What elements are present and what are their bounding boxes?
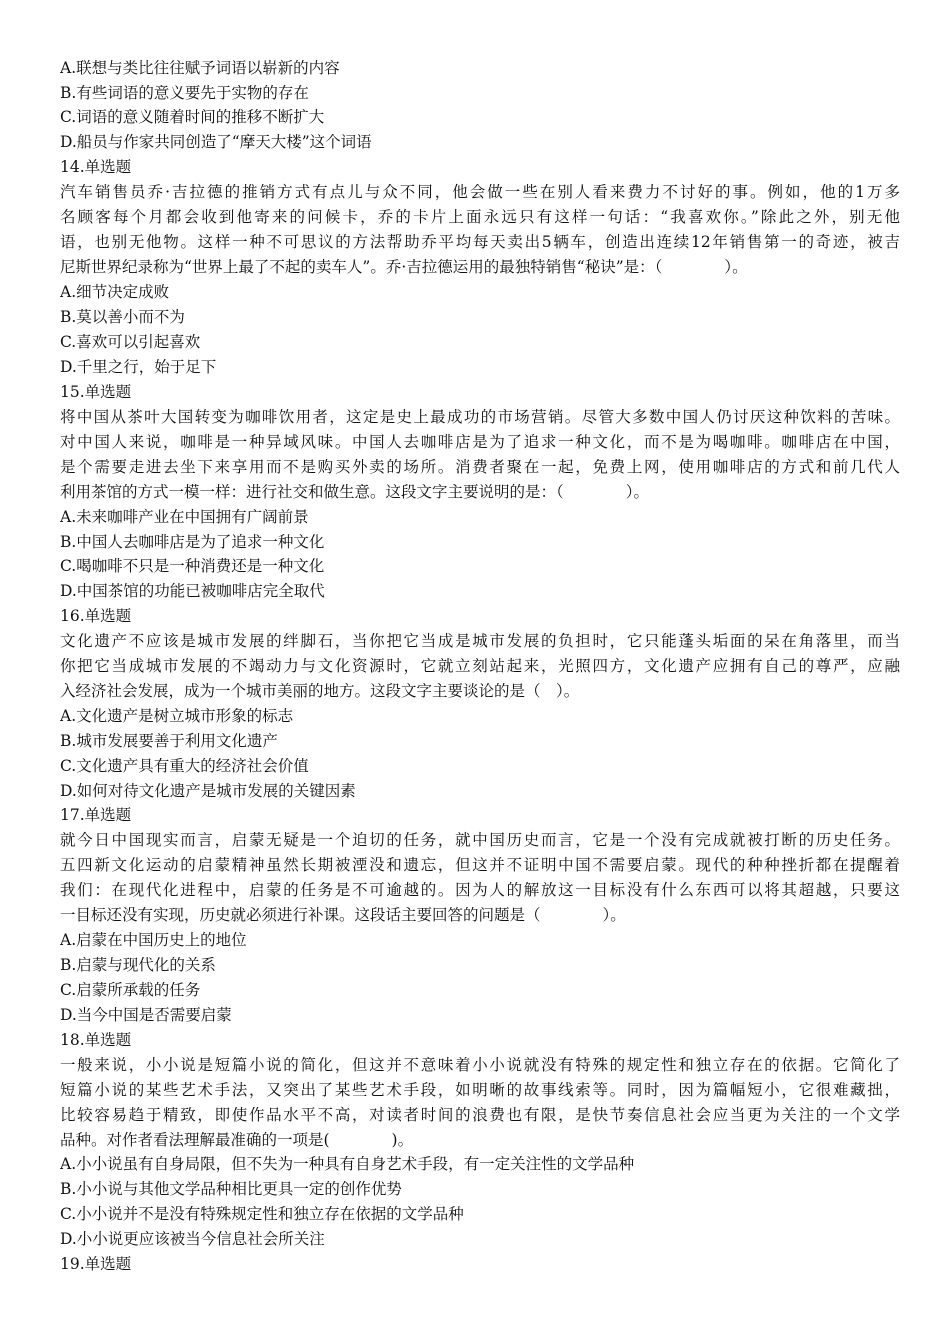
- q18-stem-line: 比较容易趋于精致，即使作品水平不高，对读者时间的浪费也有限，是快节奏信息社会应当更为关注的一个文学: [60, 1106, 900, 1124]
- q14-option-d: D.千里之行，始于足下: [60, 358, 217, 376]
- q15-stem-line: 将中国从茶叶大国转变为咖啡饮用者，这定是史上最成功的市场营销。尽管大多数中国人仍讨厌这种饮料的苦味。: [60, 408, 900, 426]
- q14-stem-line: 尼斯世界纪录称为“世界上最了不起的卖车人”。乔·吉拉德运用的最独特销售“秘诀”是：（ ）。: [60, 258, 748, 276]
- q16-option-a: A.文化遗产是树立城市形象的标志: [60, 707, 294, 725]
- q15-option-d: D.中国茶馆的功能已被咖啡店完全取代: [60, 582, 325, 600]
- q13-option-b: B.有些词语的意义要先于实物的存在: [60, 84, 309, 102]
- q16-option-c: C.文化遗产具有重大的经济社会价值: [60, 757, 309, 775]
- q17-option-a: A.启蒙在中国历史上的地位: [60, 931, 247, 949]
- q15-stem-line: 利用茶馆的方式一模一样：进行社交和做生意。这段文字主要说明的是：（ ）。: [60, 483, 650, 501]
- q15-option-a: A.未来咖啡产业在中国拥有广阔前景: [60, 508, 309, 526]
- q18-option-c: C.小小说并不是没有特殊规定性和独立存在依据的文学品种: [60, 1205, 464, 1223]
- q18-stem-line: 短篇小说的某些艺术手法，又突出了某些艺术手段，如明晰的故事线索等。同时，因为篇幅短小，它很难藏拙，: [60, 1081, 900, 1099]
- q18-option-a: A.小小说虽有自身局限，但不失为一种具有自身艺术手段，有一定关注性的文学品种: [60, 1155, 635, 1173]
- q14-option-c: C.喜欢可以引起喜欢: [60, 333, 201, 351]
- q14-stem-line: 汽车销售员乔·吉拉德的推销方式有点儿与众不同，他会做一些在别人看来费力不讨好的事。例如，他的1万多: [60, 183, 900, 201]
- q17-stem-line: 五四新文化运动的启蒙精神虽然长期被湮没和遗忘，但这并不证明中国不需要启蒙。现代的种种挫折都在提醒着: [60, 856, 900, 874]
- q15-stem-line: 是个需要走进去坐下来享用而不是购买外卖的场所。消费者聚在一起，免费上网，使用咖啡店的方式和前几代人: [60, 458, 900, 476]
- q17-stem-line: 就今日中国现实而言，启蒙无疑是一个迫切的任务，就中国历史而言，它是一个没有完成就被打断的历史任务。: [60, 831, 900, 849]
- q18-stem-line: 一般来说，小小说是短篇小说的简化，但这并不意味着小小说就没有特殊的规定性和独立存在的依据。它简化了: [60, 1056, 900, 1074]
- q18-header: 18.单选题: [60, 1031, 132, 1049]
- q13-option-a: A.联想与类比往往赋予词语以崭新的内容: [60, 59, 340, 77]
- q14-header: 14.单选题: [60, 158, 132, 176]
- q17-option-c: C.启蒙所承载的任务: [60, 981, 201, 999]
- q14-option-b: B.莫以善小而不为: [60, 308, 185, 326]
- q13-option-c: C.词语的意义随着时间的推移不断扩大: [60, 108, 325, 126]
- q17-header: 17.单选题: [60, 806, 132, 824]
- q13-option-d: D.船员与作家共同创造了“摩天大楼”这个词语: [60, 133, 372, 151]
- q17-stem-line: 我们：在现代化进程中，启蒙的任务是不可逾越的。因为人的解放这一目标没有什么东西可以将其超越，只要这: [60, 881, 900, 899]
- q15-option-c: C.喝咖啡不只是一种消费还是一种文化: [60, 557, 325, 575]
- q14-stem-line: 名顾客每个月都会收到他寄来的问候卡，乔的卡片上面永远只有这样一句话：“我喜欢你。”除此之外，别无他: [60, 208, 900, 226]
- q17-stem-line: 一目标还没有实现，历史就必须进行补课。这段话主要回答的问题是（ ）。: [60, 906, 626, 924]
- q14-stem-line: 语，也别无他物。这样一种不可思议的方法帮助乔平均每天卖出5辆车，创造出连续12年销售第一的奇迹，被吉: [60, 233, 900, 251]
- q17-option-d: D.当今中国是否需要启蒙: [60, 1006, 232, 1024]
- q16-option-b: B.城市发展要善于利用文化遗产: [60, 732, 278, 750]
- q16-header: 16.单选题: [60, 607, 132, 625]
- q16-stem-line: 你把它当成城市发展的不竭动力与文化资源时，它就立刻站起来，光照四方，文化遗产应拥有自己的尊严，应融: [60, 657, 900, 675]
- q15-header: 15.单选题: [60, 383, 132, 401]
- q17-option-b: B.启蒙与现代化的关系: [60, 956, 216, 974]
- q18-option-d: D.小小说更应该被当今信息社会所关注: [60, 1230, 325, 1248]
- q14-option-a: A.细节决定成败: [60, 283, 170, 301]
- q18-option-b: B.小小说与其他文学品种相比更具一定的创作优势: [60, 1180, 402, 1198]
- q16-option-d: D.如何对待文化遗产是城市发展的关键因素: [60, 782, 356, 800]
- q18-stem-line: 品种。对作者看法理解最准确的一项是( )。: [60, 1131, 414, 1149]
- q15-option-b: B.中国人去咖啡店是为了追求一种文化: [60, 533, 325, 551]
- q16-stem-line: 入经济社会发展，成为一个城市美丽的地方。这段文字主要谈论的是（ ）。: [60, 682, 580, 700]
- q19-header: 19.单选题: [60, 1255, 132, 1273]
- q16-stem-line: 文化遗产不应该是城市发展的绊脚石，当你把它当成是城市发展的负担时，它只能蓬头垢面的呆在角落里，而当: [60, 632, 900, 650]
- q15-stem-line: 对中国人来说，咖啡是一种异域风味。中国人去咖啡店是为了追求一种文化，而不是为喝咖啡。咖啡店在中国，: [60, 433, 900, 451]
